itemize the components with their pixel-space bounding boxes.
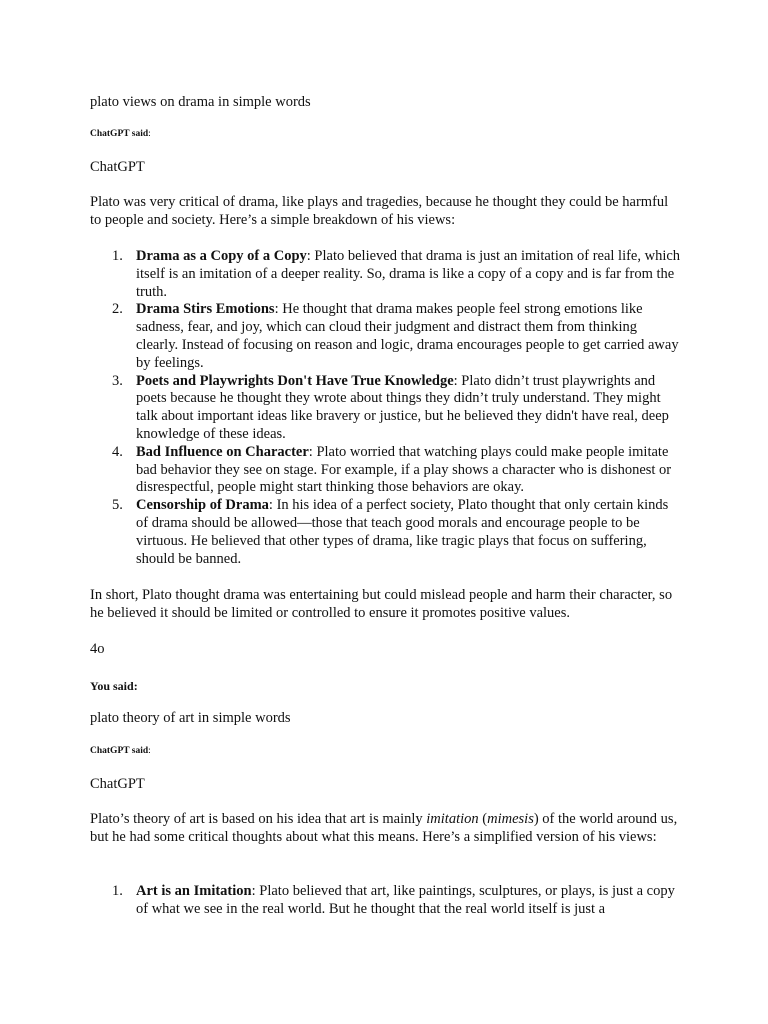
list-item	[90, 444, 682, 497]
intro-text: ) of the world around us, but he had some critical thoughts about what this means. Here’s a simplified version of his views:	[90, 811, 678, 845]
list-number: 1.	[112, 248, 123, 264]
list-item-text: : Plato didn’t trust playwrights and poets because he thought they wrote about things they didn’t truly understand. They might talk about important ideas like bravery or justice, but he believed they didn't have real, deep knowledge of these ideas.	[136, 372, 669, 442]
chatgpt-name-1: ChatGPT	[90, 159, 145, 175]
response-1-list	[90, 248, 682, 568]
chatgpt-said-label-1	[90, 128, 151, 140]
intro-text: (	[478, 811, 488, 827]
intro-emphasis: mimesis	[487, 811, 534, 827]
model-label: 4o	[90, 641, 105, 657]
user-prompt-1: plato views on drama in simple words	[90, 94, 311, 110]
response-2-list	[90, 883, 682, 919]
chatgpt-name-2: ChatGPT	[90, 776, 145, 792]
list-number: 2.	[112, 301, 123, 318]
intro-emphasis: imitation	[426, 811, 479, 827]
list-item-title: Bad Influence on Character	[136, 443, 309, 460]
list-item-text: : Plato believed that art, like paintings, sculptures, or plays, is just a copy of what we see in the real world. But he thought that the real world itself is just a	[136, 883, 675, 917]
list-item-text: : In his idea of a perfect society, Plato thought that only certain kinds of drama should be allowed—those that teach good morals and encourage people to be virtuous. He believed that other types of drama, like tragic plays that focus on suffering, should be banned.	[136, 497, 669, 567]
list-item-text: : Plato believed that drama is just an imitation of real life, which itself is an imitation of a deeper reality. So, drama is like a copy of a copy and is far from the truth.	[136, 248, 681, 300]
chatgpt-said-text: ChatGPT said	[90, 746, 149, 756]
intro-text: Plato’s theory of art is based on his idea that art is mainly	[90, 811, 427, 827]
colon: :	[148, 746, 151, 756]
response-1-intro: Plato was very critical of drama, like plays and tragedies, because he thought they could be harmful to people and society. Here’s a simple breakdown of his views:	[90, 194, 669, 228]
list-item	[90, 248, 682, 301]
list-item-title: Poets and Playwrights Don't Have True Knowledge	[136, 372, 454, 389]
list-item	[90, 301, 682, 372]
response-2-intro	[90, 811, 682, 847]
list-item-title: Censorship of Drama	[136, 497, 269, 514]
list-number: 3.	[112, 372, 123, 389]
list-item	[90, 373, 682, 444]
list-number: 4.	[112, 443, 123, 460]
response-1-summary: In short, Plato thought drama was entertaining but could mislead people and harm their character, so he believed it should be limited or controlled to ensure it promotes positive values.	[90, 587, 673, 621]
user-prompt-2: plato theory of art in simple words	[90, 710, 291, 726]
you-said-label: You said:	[90, 679, 138, 693]
list-item	[90, 883, 682, 919]
chatgpt-said-text: ChatGPT said	[90, 129, 149, 139]
chatgpt-said-label-2	[90, 745, 151, 757]
list-item-title: Art is an Imitation	[136, 883, 252, 899]
list-item-title: Drama as a Copy of a Copy	[136, 248, 307, 264]
list-item	[90, 497, 682, 568]
list-item-text: : Plato worried that watching plays could make people imitate bad behavior they see on stage. For example, if a play shows a character who is dishonest or disrespectful, people might start thinking those behaviors are okay.	[136, 443, 672, 496]
list-number: 5.	[112, 497, 123, 514]
list-item-title: Drama Stirs Emotions	[136, 301, 275, 318]
list-item-text: : He thought that drama makes people feel strong emotions like sadness, fear, and joy, which can cloud their judgment and distract them from thinking clearly. Instead of focusing on reason and logic, drama encourages people to get carried away by feelings.	[136, 301, 679, 371]
colon: :	[148, 129, 151, 139]
list-number: 1.	[112, 883, 123, 899]
